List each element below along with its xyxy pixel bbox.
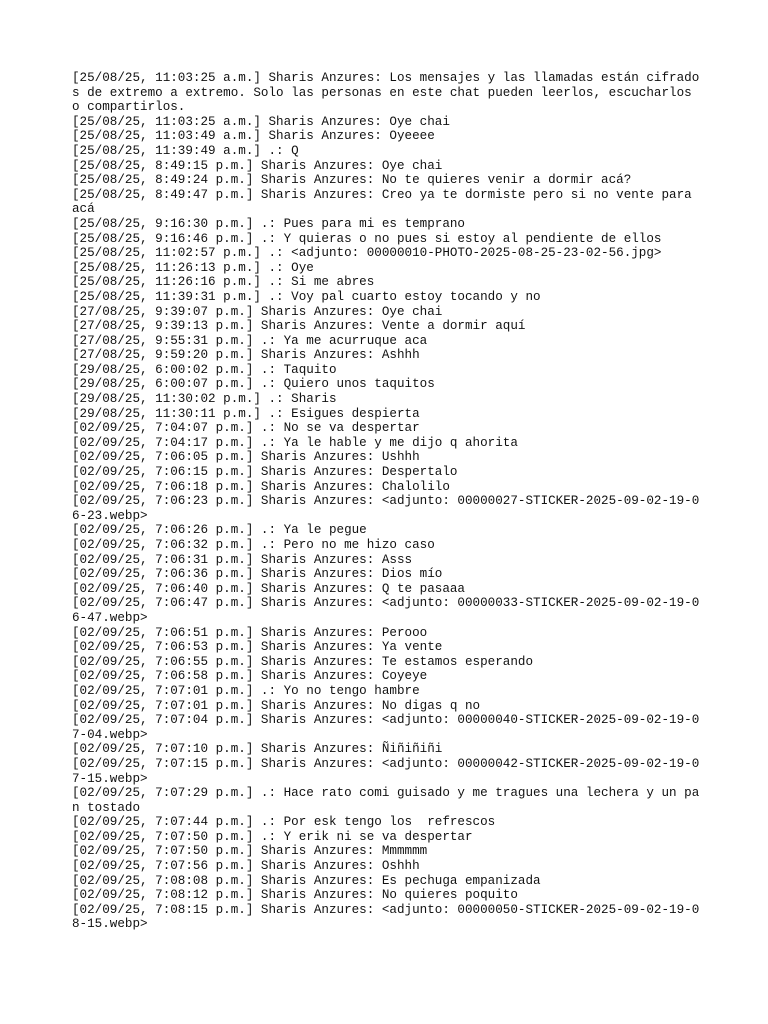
chat-line: [29/08/25, 11:30:02 p.m.] .: Sharis — [72, 392, 337, 407]
chat-line: [02/09/25, 7:07:01 p.m.] Sharis Anzures: No digas q no — [72, 698, 481, 713]
chat-line: [02/09/25, 7:04:07 p.m.] .: No se va despertar — [72, 421, 420, 436]
chat-line: [29/08/25, 6:00:02 p.m.] .: Taquito — [72, 362, 337, 377]
chat-line: [02/09/25, 7:08:15 p.m.] Sharis Anzures: <adjunto: 00000050-STICKER-2025-09-02-19-08-15.webp> — [72, 902, 700, 932]
chat-line: [25/08/25, 11:26:13 p.m.] .: Oye — [72, 260, 314, 275]
chat-line: [25/08/25, 9:16:46 p.m.] .: Y quieras o no pues si estoy al pendiente de ellos — [72, 231, 662, 246]
chat-line: [02/09/25, 7:06:55 p.m.] Sharis Anzures: Te estamos esperando — [72, 654, 534, 669]
chat-line: [02/09/25, 7:06:47 p.m.] Sharis Anzures: <adjunto: 00000033-STICKER-2025-09-02-19-06-47.webp> — [72, 596, 700, 625]
chat-transcript — [72, 71, 700, 932]
chat-line: [02/09/25, 7:07:10 p.m.] Sharis Anzures: Ñiñiñiñi — [72, 742, 443, 757]
chat-line: [25/08/25, 11:02:57 p.m.] .: <adjunto: 00000010-PHOTO-2025-08-25-23-02-56.jpg> — [72, 246, 662, 261]
chat-line: [29/08/25, 6:00:07 p.m.] .: Quiero unos taquitos — [72, 377, 435, 392]
chat-line: [25/08/25, 11:03:25 a.m.] Sharis Anzures: Oye chai — [72, 114, 450, 129]
chat-line: [02/09/25, 7:06:51 p.m.] Sharis Anzures: Perooo — [72, 625, 428, 640]
chat-line: [25/08/25, 8:49:47 p.m.] Sharis Anzures: Creo ya te dormiste pero si no vente para acá — [72, 187, 700, 217]
chat-line: [02/09/25, 7:06:05 p.m.] Sharis Anzures: Ushhh — [72, 450, 420, 465]
chat-line: [02/09/25, 7:06:31 p.m.] Sharis Anzures: Asss — [72, 552, 413, 567]
chat-line: [02/09/25, 7:07:50 p.m.] Sharis Anzures: Mmmmmm — [72, 844, 428, 859]
chat-line: [29/08/25, 11:30:11 p.m.] .: Esigues despierta — [72, 406, 420, 421]
chat-line: [02/09/25, 7:06:58 p.m.] Sharis Anzures: Coyeye — [72, 669, 428, 684]
chat-line: [02/09/25, 7:06:40 p.m.] Sharis Anzures: Q te pasaaa — [72, 581, 465, 596]
chat-line: [02/09/25, 7:06:23 p.m.] Sharis Anzures: <adjunto: 00000027-STICKER-2025-09-02-19-06-23.webp> — [72, 494, 700, 523]
chat-line: [25/08/25, 11:03:25 a.m.] Sharis Anzures: Los mensajes y las llamadas están cifrados de extremo a extremo. Solo las personas en este chat pueden leerlos, escucharlos o compartirlos. — [72, 71, 700, 115]
chat-line: [27/08/25, 9:55:31 p.m.] .: Ya me acurruque aca — [72, 333, 428, 348]
chat-line: [02/09/25, 7:06:26 p.m.] .: Ya le pegue — [72, 523, 367, 538]
chat-line: [25/08/25, 11:26:16 p.m.] .: Si me abres — [72, 275, 375, 290]
chat-line: [02/09/25, 7:08:08 p.m.] Sharis Anzures: Es pechuga empanizada — [72, 873, 541, 888]
chat-line: [02/09/25, 7:06:32 p.m.] .: Pero no me hizo caso — [72, 538, 435, 552]
chat-line: [25/08/25, 9:16:30 p.m.] .: Pues para mi es temprano — [72, 216, 465, 231]
chat-line: [02/09/25, 7:06:18 p.m.] Sharis Anzures: Chalolilo — [72, 479, 450, 494]
chat-line: [25/08/25, 11:39:31 p.m.] .: Voy pal cuarto estoy tocando y no — [72, 289, 541, 304]
chat-line: [02/09/25, 7:07:04 p.m.] Sharis Anzures: <adjunto: 00000040-STICKER-2025-09-02-19-07-04.webp> — [72, 713, 700, 742]
chat-line: [02/09/25, 7:07:56 p.m.] Sharis Anzures: Oshhh — [72, 859, 420, 874]
chat-line: [25/08/25, 11:39:49 a.m.] .: Q — [72, 143, 299, 158]
chat-line: [25/08/25, 8:49:24 p.m.] Sharis Anzures: No te quieres venir a dormir acá? — [72, 173, 632, 188]
chat-line: [27/08/25, 9:59:20 p.m.] Sharis Anzures: Ashhh — [72, 348, 420, 363]
chat-line: [27/08/25, 9:39:07 p.m.] Sharis Anzures: Oye chai — [72, 304, 443, 319]
chat-line: [02/09/25, 7:04:17 p.m.] .: Ya le hable y me dijo q ahorita — [72, 435, 518, 450]
chat-line: [02/09/25, 7:06:36 p.m.] Sharis Anzures: Dios mío — [72, 567, 443, 582]
chat-line: [02/09/25, 7:07:15 p.m.] Sharis Anzures: <adjunto: 00000042-STICKER-2025-09-02-19-07-15.webp> — [72, 756, 700, 786]
chat-line: [02/09/25, 7:08:12 p.m.] Sharis Anzures: No quieres poquito — [72, 888, 518, 903]
chat-line: [02/09/25, 7:07:01 p.m.] .: Yo no tengo hambre — [72, 683, 420, 698]
chat-line: [25/08/25, 11:03:49 a.m.] Sharis Anzures: Oyeeee — [72, 129, 435, 144]
chat-line: [02/09/25, 7:06:53 p.m.] Sharis Anzures: Ya vente — [72, 640, 443, 655]
chat-line: [27/08/25, 9:39:13 p.m.] Sharis Anzures: Vente a dormir aquí — [72, 319, 526, 334]
chat-line: [02/09/25, 7:07:29 p.m.] .: Hace rato comi guisado y me tragues una lechera y un pan tostado — [72, 786, 700, 815]
chat-line: [02/09/25, 7:06:15 p.m.] Sharis Anzures: Despertalo — [72, 465, 458, 480]
chat-line: [02/09/25, 7:07:44 p.m.] .: Por esk tengo los refrescos — [72, 815, 496, 830]
chat-line: [25/08/25, 8:49:15 p.m.] Sharis Anzures: Oye chai — [72, 158, 443, 173]
chat-line: [02/09/25, 7:07:50 p.m.] .: Y erik ni se va despertar — [72, 829, 473, 844]
